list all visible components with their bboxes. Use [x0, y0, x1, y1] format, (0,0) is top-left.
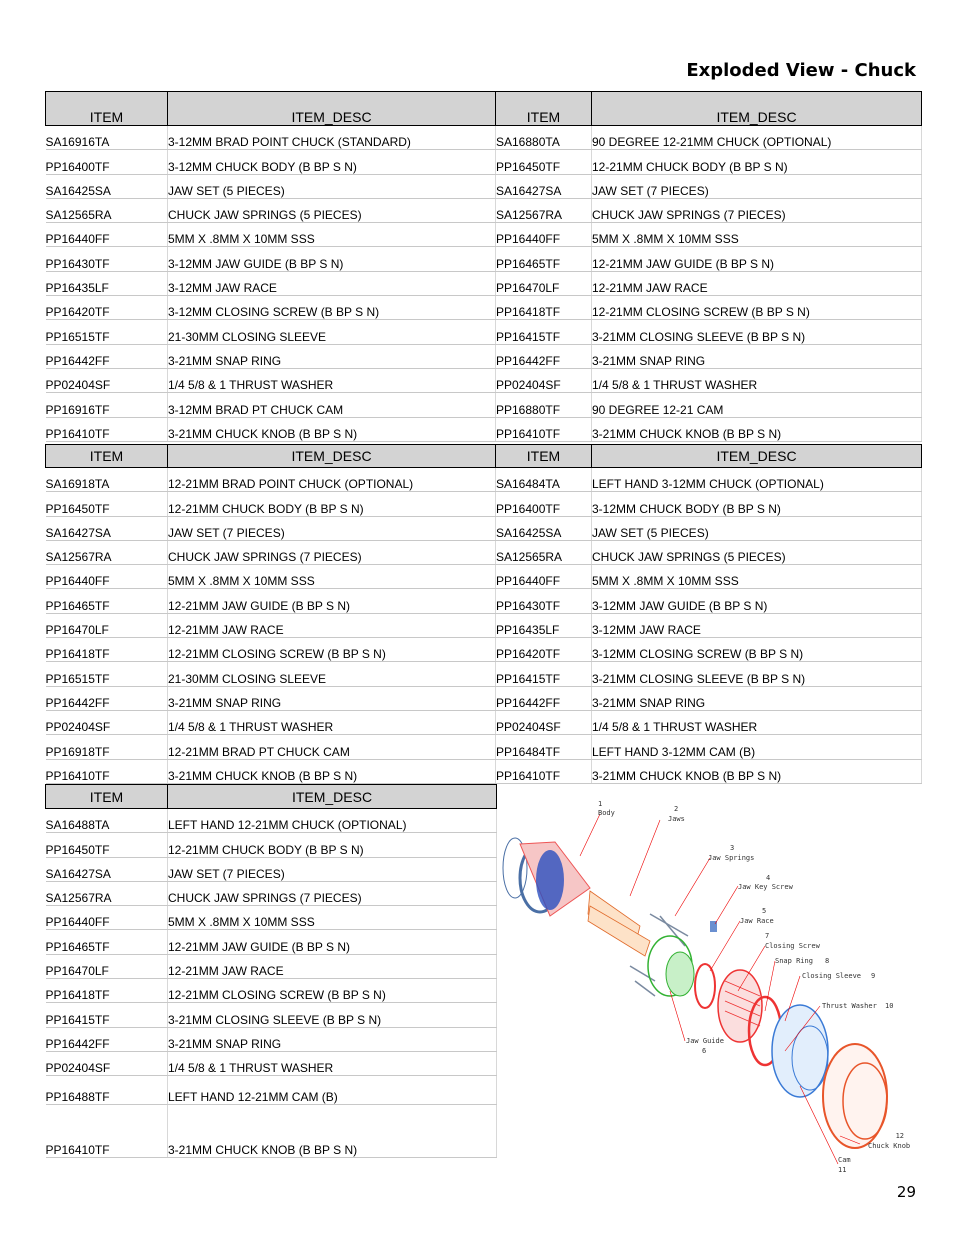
item-number-cell: SA16425SA	[496, 516, 592, 540]
item-number-cell: PP16420TF	[46, 296, 168, 320]
item-number-cell: PP16415TF	[46, 1003, 168, 1027]
item-number-cell: PP16484TF	[496, 735, 592, 759]
chuck-body-part	[503, 838, 590, 916]
item-description-cell: 1/4 5/8 & 1 THRUST WASHER	[168, 368, 496, 392]
table-row	[46, 735, 922, 759]
item-number-cell: PP16410TF	[46, 759, 168, 783]
item-description-cell: 12-21MM JAW RACE	[592, 271, 922, 295]
item-description-cell: 21-30MM CLOSING SLEEVE	[168, 320, 496, 344]
page-title: Exploded View - Chuck	[686, 60, 916, 81]
chuck-exploded-diagram	[560, 796, 911, 1181]
item-description-cell: 3-12MM JAW RACE	[168, 271, 496, 295]
table-row	[46, 565, 922, 589]
item-description-cell: CHUCK JAW SPRINGS (5 PIECES)	[592, 540, 922, 564]
item-description-cell: LEFT HAND 12-21MM CHUCK (OPTIONAL)	[168, 809, 497, 833]
item-description-cell: JAW SET (5 PIECES)	[168, 174, 496, 198]
item-number-cell: PP16442FF	[46, 344, 168, 368]
label-jaw-race: Jaw Race	[740, 917, 774, 925]
table-row	[46, 1105, 497, 1158]
label-jaw-springs: Jaw Springs	[708, 854, 755, 862]
label-thrust-washer: Thrust Washer	[822, 1002, 877, 1010]
table-row	[46, 1027, 497, 1051]
item-description-cell: 5MM X .8MM X 10MM SSS	[168, 565, 496, 589]
item-description-cell: 3-12MM BRAD POINT CHUCK (STANDARD)	[168, 126, 496, 150]
table-row	[46, 881, 497, 905]
item-number-cell: PP16435LF	[496, 613, 592, 637]
table-row	[46, 126, 922, 150]
item-number-cell: PP16880TF	[496, 393, 592, 417]
item-description-cell: 1/4 5/8 & 1 THRUST WASHER	[168, 1051, 497, 1075]
label-num-6: 6	[702, 1047, 707, 1055]
table-row	[46, 198, 922, 222]
label-jaw-key-screw: Jaw Key Screw	[738, 883, 793, 891]
table-row	[46, 368, 922, 392]
item-description-cell: 90 DEGREE 12-21MM CHUCK (OPTIONAL)	[592, 126, 922, 150]
item-number-cell: PP02404SF	[46, 368, 168, 392]
table-header-row	[46, 92, 922, 126]
item-description-cell: 12-21MM JAW GUIDE (B BP S N)	[592, 247, 922, 271]
label-num-4: 4	[766, 874, 771, 882]
table-row	[46, 1051, 497, 1075]
label-cam: Cam	[838, 1156, 851, 1164]
column-header-desc: ITEM_DESC	[592, 92, 922, 126]
item-number-cell: SA16427SA	[46, 857, 168, 881]
table-row	[46, 613, 922, 637]
item-description-cell: 3-12MM JAW GUIDE (B BP S N)	[592, 589, 922, 613]
item-number-cell: PP16410TF	[496, 759, 592, 783]
item-number-cell: SA12565RA	[46, 198, 168, 222]
column-header-item: ITEM	[496, 445, 592, 468]
item-description-cell: CHUCK JAW SPRINGS (7 PIECES)	[168, 540, 496, 564]
table-row	[46, 468, 922, 492]
label-closing-sleeve: Closing Sleeve	[802, 972, 862, 980]
item-description-cell: JAW SET (7 PIECES)	[592, 174, 922, 198]
item-description-cell: 12-21MM CLOSING SCREW (B BP S N)	[168, 979, 497, 1003]
table-row	[46, 540, 922, 564]
column-header-desc: ITEM_DESC	[168, 445, 496, 468]
table-row	[46, 492, 922, 516]
table-row	[46, 589, 922, 613]
table-header-row	[46, 445, 922, 468]
item-description-cell: 3-21MM SNAP RING	[168, 1027, 497, 1051]
item-number-cell: PP16442FF	[46, 686, 168, 710]
column-header-item: ITEM	[46, 92, 168, 126]
item-description-cell: 3-12MM CHUCK BODY (B BP S N)	[592, 492, 922, 516]
item-description-cell: 1/4 5/8 & 1 THRUST WASHER	[592, 710, 922, 734]
page-number: 29	[896, 1183, 916, 1201]
item-number-cell: SA12567RA	[46, 881, 168, 905]
label-num-10: 10	[885, 1002, 894, 1010]
item-number-cell: PP16430TF	[46, 247, 168, 271]
item-number-cell: PP16470LF	[46, 954, 168, 978]
item-description-cell: 3-12MM JAW RACE	[592, 613, 922, 637]
label-num-9: 9	[871, 972, 876, 980]
item-number-cell: PP16488TF	[46, 1076, 168, 1105]
closing-sleeve-part	[772, 1005, 828, 1097]
label-num-8: 8	[825, 957, 830, 965]
table-row	[46, 930, 497, 954]
item-description-cell: 3-21MM SNAP RING	[168, 686, 496, 710]
jaw-race-part	[695, 964, 715, 1008]
label-num-3: 3	[730, 844, 735, 852]
item-description-cell: 12-21MM BRAD PT CHUCK CAM	[168, 735, 496, 759]
table-row	[46, 710, 922, 734]
item-description-cell: 3-21MM CHUCK KNOB (B BP S N)	[592, 759, 922, 783]
label-jaws: Jaws	[668, 815, 685, 823]
item-description-cell: 12-21MM CLOSING SCREW (B BP S N)	[592, 296, 922, 320]
column-header-item: ITEM	[46, 445, 168, 468]
item-number-cell: PP16415TF	[496, 320, 592, 344]
item-description-cell: 90 DEGREE 12-21 CAM	[592, 393, 922, 417]
item-description-cell: CHUCK JAW SPRINGS (7 PIECES)	[592, 198, 922, 222]
item-number-cell: PP16440FF	[46, 565, 168, 589]
item-number-cell: PP16430TF	[496, 589, 592, 613]
table-row	[46, 271, 922, 295]
item-number-cell: SA16427SA	[496, 174, 592, 198]
item-number-cell: PP16918TF	[46, 735, 168, 759]
item-description-cell: 12-21MM JAW GUIDE (B BP S N)	[168, 930, 497, 954]
item-description-cell: 21-30MM CLOSING SLEEVE	[168, 662, 496, 686]
item-description-cell: JAW SET (5 PIECES)	[592, 516, 922, 540]
table-row	[46, 662, 922, 686]
table-row	[46, 954, 497, 978]
item-description-cell: JAW SET (7 PIECES)	[168, 857, 497, 881]
table-row	[46, 174, 922, 198]
item-description-cell: CHUCK JAW SPRINGS (5 PIECES)	[168, 198, 496, 222]
parts-table-3	[45, 784, 497, 1158]
label-snap-ring: Snap Ring	[775, 957, 813, 965]
table-row	[46, 857, 497, 881]
item-description-cell: 3-12MM CLOSING SCREW (B BP S N)	[168, 296, 496, 320]
table-row	[46, 247, 922, 271]
item-description-cell: 5MM X .8MM X 10MM SSS	[592, 223, 922, 247]
item-number-cell: PP16410TF	[496, 417, 592, 441]
item-number-cell: PP16435LF	[46, 271, 168, 295]
item-description-cell: 3-12MM BRAD PT CHUCK CAM	[168, 393, 496, 417]
label-num-1: 1	[598, 800, 603, 808]
item-number-cell: PP16470LF	[46, 613, 168, 637]
jaw-guide-part	[648, 936, 694, 996]
item-description-cell: 12-21MM BRAD POINT CHUCK (OPTIONAL)	[168, 468, 496, 492]
item-description-cell: 3-12MM CLOSING SCREW (B BP S N)	[592, 638, 922, 662]
item-description-cell: 1/4 5/8 & 1 THRUST WASHER	[168, 710, 496, 734]
item-description-cell: 3-12MM CHUCK BODY (B BP S N)	[168, 150, 496, 174]
item-number-cell: PP16440FF	[46, 906, 168, 930]
item-number-cell: PP16410TF	[46, 417, 168, 441]
item-description-cell: 3-21MM SNAP RING	[168, 344, 496, 368]
chuck-knob-part	[823, 1044, 887, 1148]
table-row	[46, 296, 922, 320]
table-row	[46, 516, 922, 540]
item-description-cell: 5MM X .8MM X 10MM SSS	[592, 565, 922, 589]
item-number-cell: SA16425SA	[46, 174, 168, 198]
item-description-cell: 3-21MM CHUCK KNOB (B BP S N)	[168, 1105, 497, 1158]
item-number-cell: PP16440FF	[496, 223, 592, 247]
item-number-cell: PP16450TF	[46, 833, 168, 857]
item-number-cell: SA16916TA	[46, 126, 168, 150]
item-number-cell: PP16420TF	[496, 638, 592, 662]
item-description-cell: 5MM X .8MM X 10MM SSS	[168, 906, 497, 930]
item-description-cell: CHUCK JAW SPRINGS (7 PIECES)	[168, 881, 497, 905]
label-num-7: 7	[765, 932, 770, 940]
label-closing-screw: Closing Screw	[765, 942, 820, 950]
item-number-cell: PP02404SF	[496, 368, 592, 392]
table-header-row	[46, 785, 497, 809]
item-number-cell: PP16442FF	[46, 1027, 168, 1051]
table-row	[46, 906, 497, 930]
column-header-desc: ITEM_DESC	[168, 785, 497, 809]
table-row	[46, 979, 497, 1003]
item-number-cell: PP16465TF	[46, 930, 168, 954]
label-num-2: 2	[674, 805, 679, 813]
item-description-cell: 3-21MM SNAP RING	[592, 344, 922, 368]
table-row	[46, 686, 922, 710]
item-number-cell: PP16515TF	[46, 662, 168, 686]
column-header-desc: ITEM_DESC	[168, 92, 496, 126]
item-description-cell: 12-21MM CHUCK BODY (B BP S N)	[168, 833, 497, 857]
item-number-cell: PP16418TF	[46, 979, 168, 1003]
item-description-cell: LEFT HAND 12-21MM CAM (B)	[168, 1076, 497, 1105]
table-row	[46, 223, 922, 247]
item-number-cell: PP16470LF	[496, 271, 592, 295]
label-num-11: 11	[838, 1166, 847, 1174]
table-row	[46, 1076, 497, 1105]
item-description-cell: 12-21MM JAW GUIDE (B BP S N)	[168, 589, 496, 613]
table-row	[46, 638, 922, 662]
item-description-cell: 3-21MM CHUCK KNOB (B BP S N)	[592, 417, 922, 441]
jaws-part	[588, 891, 650, 956]
item-number-cell: PP16440FF	[496, 565, 592, 589]
column-header-item: ITEM	[496, 92, 592, 126]
label-body: Body	[598, 809, 615, 817]
item-number-cell: PP16400TF	[46, 150, 168, 174]
item-number-cell: PP16442FF	[496, 686, 592, 710]
item-number-cell: PP16442FF	[496, 344, 592, 368]
item-number-cell: SA16488TA	[46, 809, 168, 833]
table-row	[46, 809, 497, 833]
item-number-cell: PP16415TF	[496, 662, 592, 686]
item-description-cell: 3-21MM CHUCK KNOB (B BP S N)	[168, 417, 496, 441]
table-row	[46, 759, 922, 783]
item-number-cell: SA16427SA	[46, 516, 168, 540]
table-row	[46, 1003, 497, 1027]
table-row	[46, 417, 922, 441]
item-description-cell: 3-21MM CLOSING SLEEVE (B BP S N)	[592, 320, 922, 344]
item-description-cell: JAW SET (7 PIECES)	[168, 516, 496, 540]
item-number-cell: PP16916TF	[46, 393, 168, 417]
item-number-cell: PP16418TF	[46, 638, 168, 662]
table-row	[46, 833, 497, 857]
item-description-cell: 3-21MM SNAP RING	[592, 686, 922, 710]
item-number-cell: PP16410TF	[46, 1105, 168, 1158]
item-number-cell: PP16450TF	[46, 492, 168, 516]
item-number-cell: PP16515TF	[46, 320, 168, 344]
table-row	[46, 150, 922, 174]
item-description-cell: LEFT HAND 3-12MM CHUCK (OPTIONAL)	[592, 468, 922, 492]
item-number-cell: PP16465TF	[46, 589, 168, 613]
item-description-cell: 12-21MM CHUCK BODY (B BP S N)	[592, 150, 922, 174]
item-description-cell: 3-21MM CHUCK KNOB (B BP S N)	[168, 759, 496, 783]
item-number-cell: PP02404SF	[496, 710, 592, 734]
item-description-cell: 1/4 5/8 & 1 THRUST WASHER	[592, 368, 922, 392]
item-number-cell: PP02404SF	[46, 1051, 168, 1075]
item-number-cell: PP16440FF	[46, 223, 168, 247]
label-num-12: 12	[895, 1132, 904, 1140]
item-description-cell: 12-21MM JAW RACE	[168, 613, 496, 637]
item-number-cell: PP02404SF	[46, 710, 168, 734]
column-header-desc: ITEM_DESC	[592, 445, 922, 468]
table-row	[46, 393, 922, 417]
item-number-cell: PP16418TF	[496, 296, 592, 320]
table-row	[46, 320, 922, 344]
item-description-cell: LEFT HAND 3-12MM CAM (B)	[592, 735, 922, 759]
label-num-5: 5	[762, 907, 767, 915]
item-number-cell: SA16880TA	[496, 126, 592, 150]
item-number-cell: PP16465TF	[496, 247, 592, 271]
item-description-cell: 12-21MM JAW RACE	[168, 954, 497, 978]
item-number-cell: SA16484TA	[496, 468, 592, 492]
parts-table-2	[45, 444, 922, 784]
item-description-cell: 5MM X .8MM X 10MM SSS	[168, 223, 496, 247]
item-description-cell: 12-21MM CHUCK BODY (B BP S N)	[168, 492, 496, 516]
item-number-cell: SA12565RA	[496, 540, 592, 564]
table-row	[46, 344, 922, 368]
item-description-cell: 3-12MM JAW GUIDE (B BP S N)	[168, 247, 496, 271]
item-description-cell: 12-21MM CLOSING SCREW (B BP S N)	[168, 638, 496, 662]
column-header-item: ITEM	[46, 785, 168, 809]
label-chuck-knob: Chuck Knob	[868, 1142, 911, 1150]
item-description-cell: 3-21MM CLOSING SLEEVE (B BP S N)	[168, 1003, 497, 1027]
label-jaw-guide: Jaw Guide	[686, 1037, 724, 1045]
item-number-cell: PP16450TF	[496, 150, 592, 174]
item-description-cell: 3-21MM CLOSING SLEEVE (B BP S N)	[592, 662, 922, 686]
parts-table-1	[45, 91, 922, 442]
item-number-cell: SA12567RA	[46, 540, 168, 564]
item-number-cell: SA16918TA	[46, 468, 168, 492]
item-number-cell: SA12567RA	[496, 198, 592, 222]
item-number-cell: PP16400TF	[496, 492, 592, 516]
